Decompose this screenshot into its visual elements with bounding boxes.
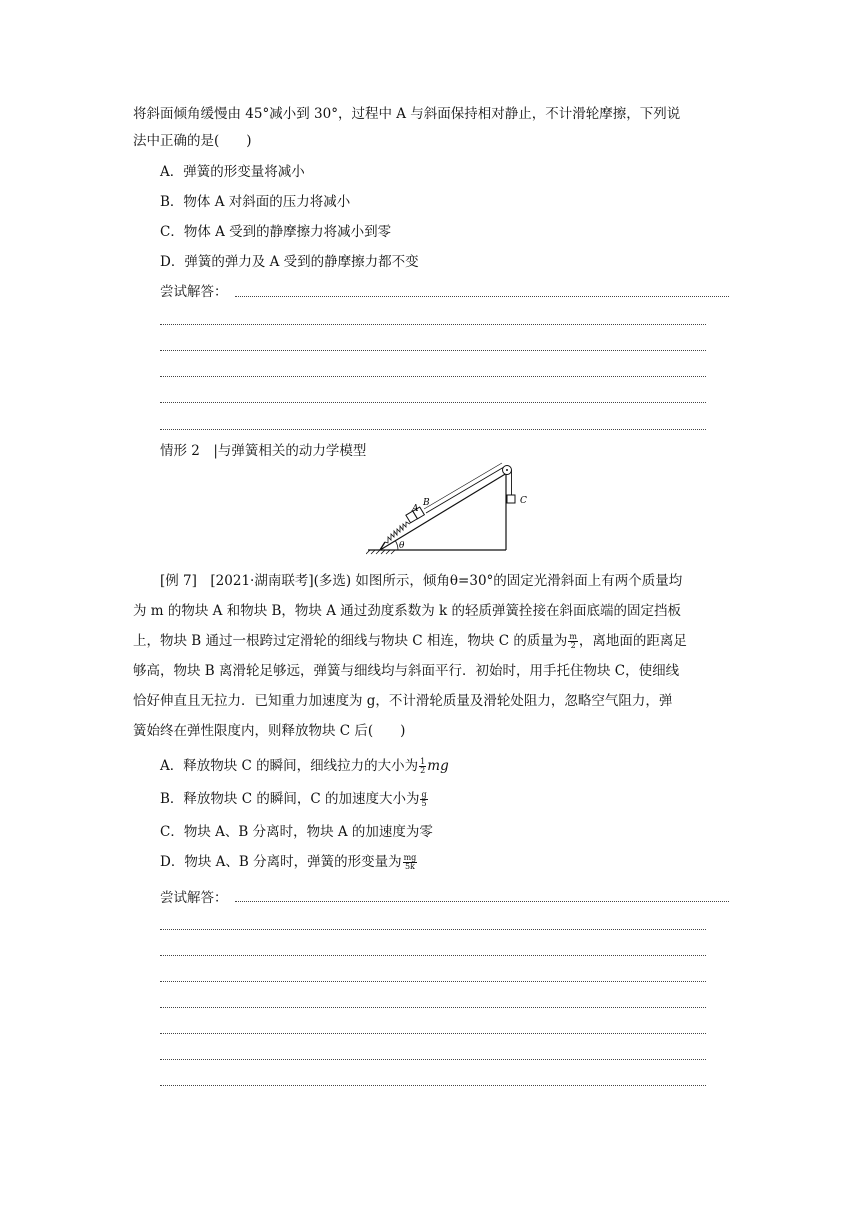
block-c: [507, 495, 515, 503]
incline-surface: [380, 473, 507, 550]
answer-line[interactable]: [235, 901, 729, 902]
answer-line[interactable]: [235, 296, 729, 297]
section-title: 情形 2 |与弹簧相关的动力学模型: [160, 443, 367, 459]
label-c: C: [520, 496, 527, 506]
rope: [426, 467, 504, 513]
ex7-option-a: A．释放物块 C 的瞬间，细线拉力的大小为 $\frac{1}{2}$ mg: [160, 757, 449, 775]
answer-line[interactable]: [160, 1085, 706, 1086]
ex7-answer-label: 尝试解答：: [160, 890, 228, 906]
answer-line[interactable]: [160, 376, 706, 377]
fraction-g-over-5: $\frac{g}{5}$: [421, 790, 427, 808]
answer-line[interactable]: [160, 981, 706, 982]
ex7-line6: 簧始终在弹性限度内，则释放物块 C 后( ): [133, 723, 406, 739]
ex7-line2: 为 m 的物块 A 和物块 B，物块 A 通过劲度系数为 k 的轻质弹簧拴接在斜面底端的固定挡板: [133, 603, 682, 619]
fraction-1-over-2: $\frac{1}{2}$: [420, 757, 426, 775]
q6-option-d: D．弹簧的弹力及 A 受到的静摩擦力都不变: [160, 254, 419, 270]
answer-line[interactable]: [160, 1059, 706, 1060]
answer-line[interactable]: [160, 350, 706, 351]
q6-stem-line1: 将斜面倾角缓慢由 45°减小到 30°，过程中 A 与斜面保持相对静止，不计滑轮摩擦，下列说: [133, 106, 681, 122]
answer-line[interactable]: [160, 324, 706, 325]
ex7-option-c: C．物块 A、B 分离时，物块 A 的加速度为零: [160, 824, 433, 840]
incline-figure: [366, 462, 542, 556]
q6-stem-line2: 法中正确的是( ): [133, 133, 252, 149]
q6-answer-label: 尝试解答：: [160, 284, 228, 300]
answer-line[interactable]: [160, 1033, 706, 1034]
ex7-line1: [例 7] [2021·湖南联考](多选) 如图所示，倾角θ=30°的固定光滑斜面上有两个质量均: [160, 573, 683, 589]
answer-line[interactable]: [160, 429, 706, 430]
label-theta: θ: [399, 541, 405, 551]
ex7-option-b: B．释放物块 C 的瞬间，C 的加速度大小为 $\frac{g}{5}$: [160, 790, 427, 808]
label-a: A: [412, 504, 419, 514]
fraction-m-over-2: $\frac{m}{2}$: [569, 632, 577, 650]
q6-option-a: A．弹簧的形变量将减小: [160, 164, 305, 180]
answer-line[interactable]: [160, 929, 706, 930]
fraction-mg-over-5k: $\frac{mg}{5k}$: [403, 853, 417, 871]
q6-option-c: C．物体 A 受到的静摩擦力将减小到零: [160, 224, 392, 240]
q6-option-b: B．物体 A 对斜面的压力将减小: [160, 194, 351, 210]
answer-line[interactable]: [160, 1007, 706, 1008]
answer-line[interactable]: [160, 402, 706, 403]
answer-line[interactable]: [160, 955, 706, 956]
label-b: B: [423, 498, 430, 508]
ex7-line5: 恰好伸直且无拉力．已知重力加速度为 g，不计滑轮质量及滑轮处阻力，忽略空气阻力，弹: [133, 693, 673, 709]
ex7-line3: [133, 631, 687, 651]
ex7-line3-post: ，离地面的距离足: [578, 633, 687, 649]
ex7-line3-pre: 上，物块 B 通过一根跨过定滑轮的细线与物块 C 相连，物块 C 的质量为: [133, 633, 568, 649]
angle-arc: [396, 541, 399, 550]
ex7-line4: 够高，物块 B 离滑轮足够远，弹簧与细线均与斜面平行．初始时，用手托住物块 C，使细线: [133, 663, 680, 679]
ex7-option-d: D．物块 A、B 分离时，弹簧的形变量为 $\frac{mg}{5k}$: [160, 853, 417, 871]
